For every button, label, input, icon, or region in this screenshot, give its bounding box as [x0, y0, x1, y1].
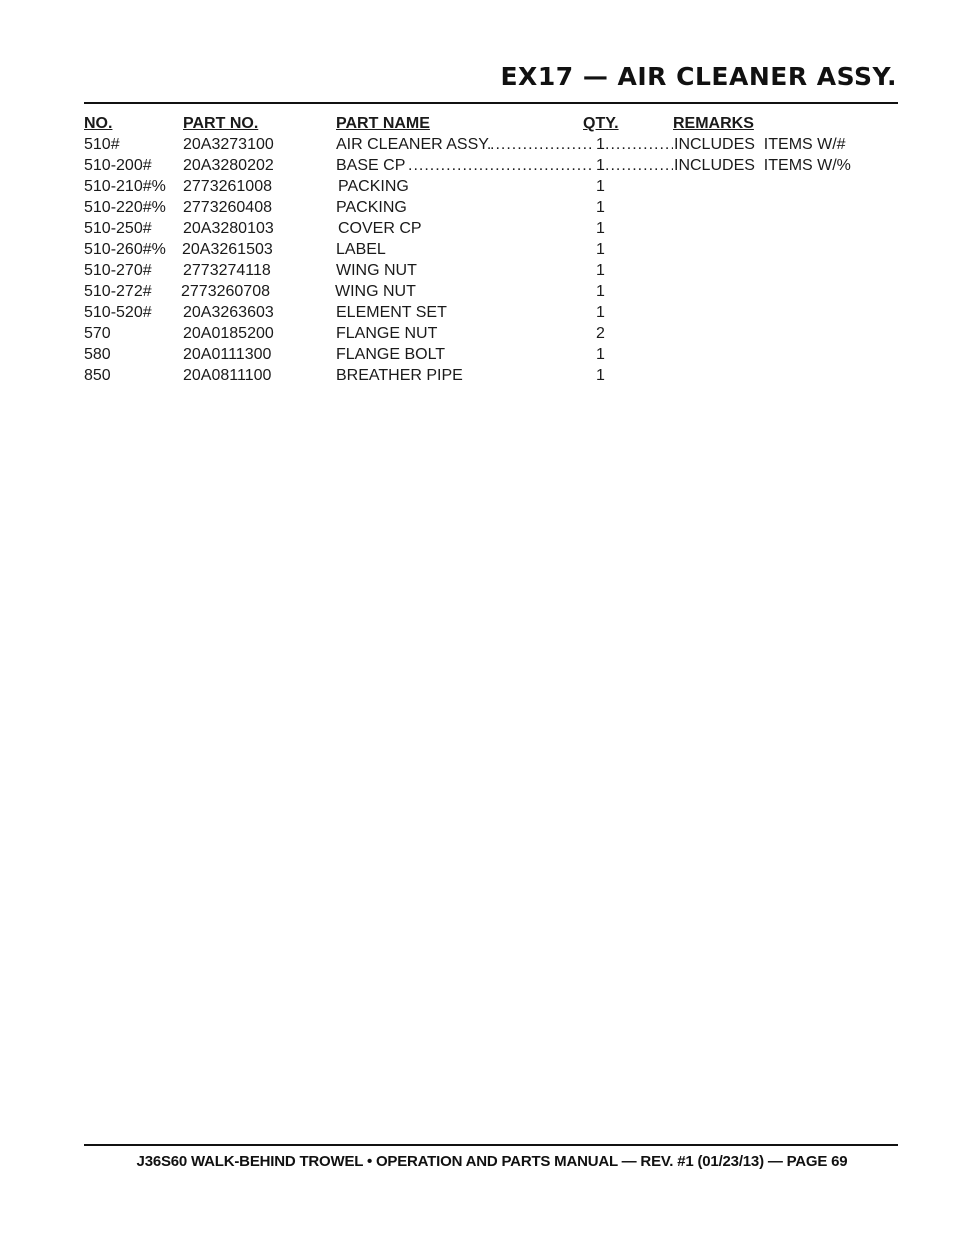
- cell-part-no: 20A3263603: [183, 304, 274, 321]
- table-row: [0, 197, 954, 218]
- cell-no: 510-520#: [84, 304, 152, 321]
- title-divider: [84, 102, 898, 104]
- table-row: [0, 218, 954, 239]
- cell-qty: 1: [596, 262, 605, 279]
- table-row: [0, 323, 954, 344]
- footer-divider: [84, 1144, 898, 1146]
- cell-qty: 1: [596, 241, 605, 258]
- cell-qty: 1: [596, 283, 605, 300]
- cell-qty: 2: [596, 325, 605, 342]
- header-part-name: PART NAME: [336, 115, 430, 132]
- cell-part-name: BREATHER PIPE: [336, 367, 463, 384]
- cell-no: 510-272#: [84, 283, 152, 300]
- cell-part-name: ELEMENT SET: [336, 304, 447, 321]
- cell-no: 850: [84, 367, 111, 384]
- cell-part-name: WING NUT: [336, 262, 417, 279]
- cell-part-no: 20A0111300: [183, 346, 272, 363]
- table-row: [0, 302, 954, 323]
- cell-part-name: BASE CP: [336, 157, 406, 174]
- dot-leader: [408, 155, 594, 176]
- cell-no: 510-220#%: [84, 199, 166, 216]
- cell-part-name: PACKING: [336, 199, 407, 216]
- cell-part-no: 20A3280202: [183, 157, 274, 174]
- page-title: EX17 — AIR CLEANER ASSY.: [500, 62, 897, 91]
- cell-part-no: 20A3273100: [183, 136, 274, 153]
- cell-no: 510-270#: [84, 262, 152, 279]
- cell-no: 570: [84, 325, 111, 342]
- cell-part-name: LABEL: [336, 241, 386, 258]
- dot-leader: [605, 155, 673, 176]
- header-remarks: REMARKS: [673, 115, 754, 132]
- cell-part-no: 2773274118: [183, 262, 271, 279]
- table-row: [0, 239, 954, 260]
- cell-no: 510-210#%: [84, 178, 166, 195]
- dot-leader: [605, 134, 673, 155]
- dot-leader: [490, 134, 594, 155]
- cell-part-name: PACKING: [338, 178, 409, 195]
- cell-qty: 1: [596, 199, 605, 216]
- cell-no: 510-260#%: [84, 241, 166, 258]
- cell-no: 510-200#: [84, 157, 152, 174]
- cell-no: 510#: [84, 136, 120, 153]
- table-row: [0, 281, 954, 302]
- cell-qty: 1: [596, 220, 605, 237]
- cell-part-no: 20A3280103: [183, 220, 274, 237]
- table-row: [0, 176, 954, 197]
- cell-part-name: COVER CP: [338, 220, 422, 237]
- header-part-no: PART NO.: [183, 115, 259, 132]
- cell-qty: 1: [596, 136, 605, 153]
- cell-qty: 1: [596, 178, 605, 195]
- cell-part-name: AIR CLEANER ASSY.: [336, 136, 492, 153]
- table-row: [0, 344, 954, 365]
- cell-part-name: FLANGE NUT: [336, 325, 438, 342]
- cell-part-no: 2773261008: [183, 178, 272, 195]
- table-header-row: [0, 113, 954, 134]
- cell-part-no: 2773260408: [183, 199, 272, 216]
- cell-part-name: WING NUT: [335, 283, 416, 300]
- table-row: [0, 365, 954, 386]
- parts-table: [0, 113, 954, 386]
- cell-no: 580: [84, 346, 111, 363]
- cell-qty: 1: [596, 346, 605, 363]
- cell-part-no: 20A0185200: [183, 325, 274, 342]
- cell-remarks: INCLUDES ITEMS W/%: [674, 157, 851, 174]
- table-row: [0, 155, 954, 176]
- cell-qty: 1: [596, 367, 605, 384]
- cell-remarks: INCLUDES ITEMS W/#: [674, 136, 846, 153]
- cell-part-no: 2773260708: [181, 283, 270, 300]
- cell-part-no: 20A0811100: [183, 367, 272, 384]
- header-no: NO.: [84, 115, 113, 132]
- table-row: [0, 260, 954, 281]
- cell-no: 510-250#: [84, 220, 152, 237]
- header-qty: QTY.: [583, 115, 619, 132]
- page-footer: J36S60 WALK-BEHIND TROWEL • OPERATION AND PARTS MANUAL — REV. #1 (01/23/13) — PAGE 69: [136, 1153, 848, 1170]
- cell-qty: 1: [596, 157, 605, 174]
- cell-qty: 1: [596, 304, 605, 321]
- cell-part-no: 20A3261503: [182, 241, 273, 258]
- cell-part-name: FLANGE BOLT: [336, 346, 446, 363]
- table-row: [0, 134, 954, 155]
